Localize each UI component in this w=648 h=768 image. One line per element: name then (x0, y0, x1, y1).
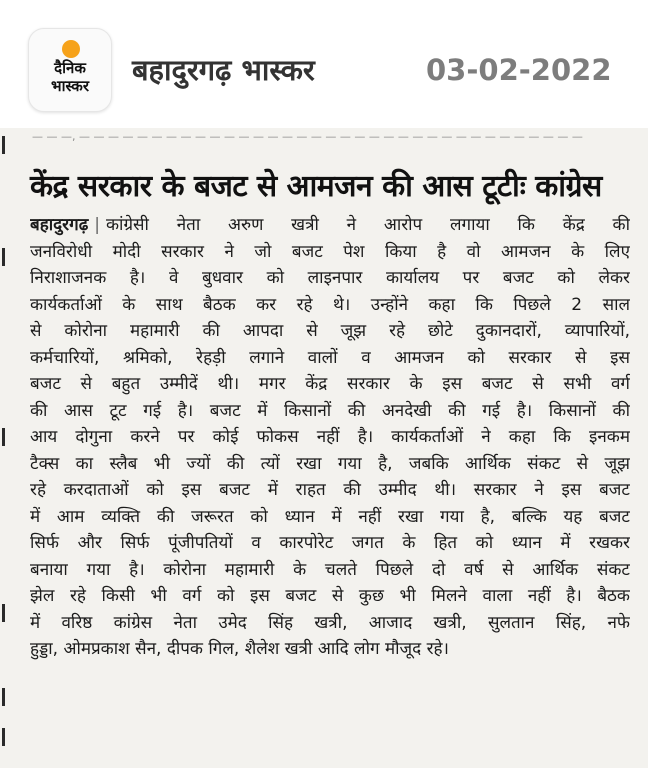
article-line: जनविरोधी मोदी सरकार ने जो बजट पेश किया है वो आमजन के लिए (30, 241, 630, 262)
logo-text-line1: दैनिक (54, 59, 86, 77)
article-line: से कोरोना महामारी की आपदा से जूझ रहे छोटे दुकानदारों, व्यापारियों, (30, 321, 630, 341)
article-first-line (30, 212, 630, 239)
dateline-separator: | (94, 215, 100, 235)
app-header (0, 0, 648, 116)
dainik-bhaskar-logo[interactable] (28, 28, 112, 112)
article-line: कांग्रेसी नेता अरुण खत्री ने आरोप लगाया कि केंद्र की (106, 215, 630, 235)
article-line: रहे करदाताओं को इस बजट में राहत की उम्मीद थी। सरकार ने इस बजट (30, 480, 630, 500)
edition-date: 03-02-2022 (426, 53, 612, 87)
article-line: निराशाजनक है। वे बुधवार को लाइनपार कार्यालय पर बजट को लेकर (30, 268, 630, 288)
article-line: हुड्डा, ओमप्रकाश सैन, दीपक गिल, शैलेश खत्री आदि लोग मौजूद रहे। (30, 639, 449, 659)
article-body (30, 212, 630, 663)
article-line: कार्यकर्ताओं के साथ बैठक कर रहे थे। उन्होंने कहा कि पिछले 2 साल (30, 294, 630, 315)
edition-title: बहादुरगढ़ भास्कर (132, 53, 315, 87)
article-line: कर्मचारियों, श्रमिको, रेहड़ी लगाने वालों व आमजन को सरकार से इस (30, 347, 630, 368)
article-line: की आस टूट गई है। बजट में किसानों की अनदेखी की गई है। किसानों की (30, 400, 630, 421)
article-line: बनाया गया है। कोरोना महामारी के चलते पिछले दो वर्ष से आर्थिक संकट (30, 559, 630, 580)
article-line: झेल रहे किसी भी वर्ग को इस बजट से कुछ भी मिलने वाला नहीं है। बैठक (30, 586, 630, 606)
sun-icon (62, 40, 80, 58)
article-line: बजट से बहुत उम्मीदें थी। मगर केंद्र सरकार के इस बजट से सभी वर्ग (30, 374, 630, 394)
article-line: टैक्स का स्लैब भी ज्यों की त्यों रखा गया है, जबकि आर्थिक संकट से जूझ (30, 453, 630, 474)
dateline: बहादुरगढ़ (30, 215, 89, 235)
logo-text-line2: भास्कर (51, 77, 89, 95)
newspaper-clipping (0, 128, 648, 768)
previous-article-fragment: — — —, — — — — — — — — — — — — — — — — — — — — — — — — — — — — — — — — — — — (32, 132, 583, 142)
article-line: आय दोगुना करने पर कोई फोकस नहीं है। कार्यकर्ताओं ने कहा कि इनकम (30, 427, 630, 447)
article-line: में आम व्यक्ति की जरूरत को ध्यान में नहीं रखा गया है, बल्कि यह बजट (30, 506, 630, 527)
article-line: में वरिष्ठ कांग्रेस नेता उमेद सिंह खत्री, आजाद खत्री, सुलतान सिंह, नफे (30, 612, 630, 633)
column-edge-marks (0, 128, 10, 768)
article-headline: केंद्र सरकार के बजट से आमजन की आस टूटीः कांग्रेस (30, 169, 602, 204)
article-line: सिर्फ और सिर्फ पूंजीपतियों व कारपोरेट जगत के हित को ध्यान में रखकर (30, 533, 630, 553)
